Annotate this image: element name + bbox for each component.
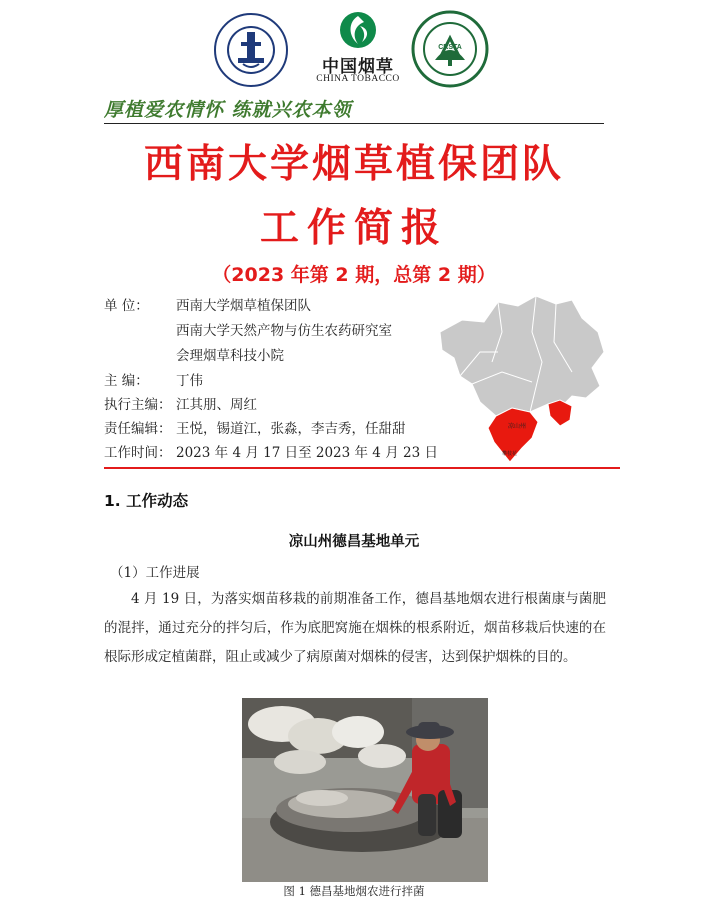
- crsta-text: CRSTA: [438, 44, 462, 51]
- crsta-logo: [411, 10, 489, 88]
- exec-editor-names: 江其朋、周红: [176, 397, 257, 413]
- map-region-yibin: [548, 400, 572, 426]
- unit-1: 西南大学烟草植保团队: [176, 298, 311, 314]
- slogan: 厚植爱农情怀 练就兴农本领: [104, 99, 352, 121]
- editor-name: 丁伟: [176, 373, 203, 389]
- map-label-liangshan: 凉山州: [508, 423, 527, 430]
- progress-paragraph: 4 月 19 日，为落实烟苗移栽的前期准备工作，德昌基地烟农进行根菌康与菌肥的混拌，通过充分的拌匀后，作为底肥窝施在烟株的根系附近，烟苗移栽后快速的在根际形成定植菌群，阻止或减少了病原菌对烟株的侵害，达到保护烟株的目的。: [104, 591, 606, 665]
- exec-editor-label: 执行主编：: [104, 397, 172, 413]
- map-label-panzhihua: 攀枝花: [502, 451, 518, 457]
- report-title: 西南大学烟草植保团队: [143, 141, 564, 187]
- report-subtitle: 工作简报: [259, 205, 448, 251]
- resp-editor-label: 责任编辑：: [104, 421, 172, 437]
- work-time-label: 工作时间：: [104, 445, 172, 461]
- unit-2: 西南大学天然产物与仿生农药研究室: [176, 323, 392, 339]
- unit-label: 单 位：: [104, 298, 149, 314]
- unit-subheading: 凉山州德昌基地单元: [288, 534, 420, 550]
- section-heading: 1. 工作动态: [104, 492, 189, 510]
- farmer-mixing-photo: [242, 698, 488, 882]
- swu-logo: [213, 12, 289, 88]
- tobacco-en-name: CHINA TOBACCO: [316, 74, 400, 84]
- progress-heading: （1）工作进展: [110, 565, 200, 581]
- tobacco-cn-name: 中国烟草: [322, 57, 394, 77]
- sichuan-map: [432, 292, 608, 468]
- map-region-gray: [440, 296, 604, 416]
- unit-3: 会理烟草科技小院: [176, 348, 284, 364]
- china-tobacco-logo: [316, 10, 400, 86]
- issue-number: （2023 年第 2 期，总第 2 期）: [212, 264, 496, 286]
- top-divider: [104, 123, 604, 124]
- figure-caption: 图 1 德昌基地烟农进行拌菌: [283, 884, 425, 898]
- resp-editor-names: 王悦，锡道江，张淼，李吉秀，任甜甜: [176, 421, 406, 437]
- editor-label: 主 编：: [104, 373, 149, 389]
- work-time: 2023 年 4 月 17 日至 2023 年 4 月 23 日: [176, 445, 438, 461]
- info-divider: [104, 467, 620, 469]
